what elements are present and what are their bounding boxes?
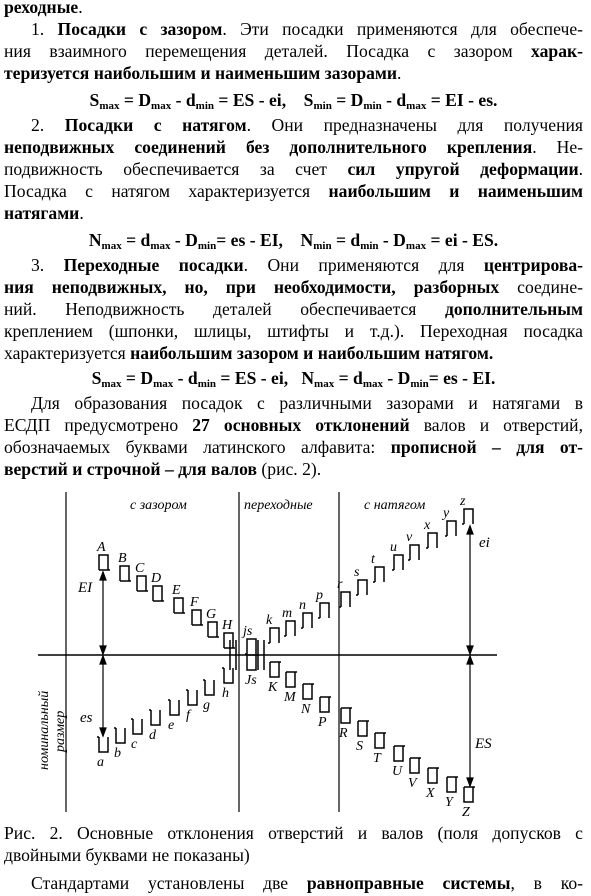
deviation-figure	[0, 486, 591, 816]
hole-field-Y	[447, 777, 456, 792]
letter-n: n	[299, 598, 306, 613]
region-label-interference: с натягом	[364, 498, 426, 513]
letter-M: M	[284, 690, 296, 705]
hole-field-Z	[464, 787, 473, 802]
letter-E: E	[172, 583, 181, 598]
arrow-ES-head	[467, 778, 473, 786]
text-line: подвижность обеспечивается за счет сил упругой деформации.	[4, 159, 584, 179]
shaft-field-d	[151, 710, 160, 725]
region-label-transition: переходные	[244, 498, 313, 513]
letter-T: T	[373, 751, 381, 766]
arrow-ei-head	[467, 646, 473, 654]
hole-field-Js	[247, 655, 256, 670]
hole-field-E	[174, 598, 183, 613]
letter-P: P	[318, 715, 327, 730]
letter-d: d	[149, 728, 156, 743]
hole-field-B	[120, 566, 129, 581]
letter-G: G	[206, 607, 217, 622]
letter-z: z	[460, 494, 466, 509]
hole-field-G	[208, 622, 217, 637]
hole-field-T	[375, 733, 384, 748]
letter-N: N	[301, 702, 311, 717]
text-line: Для образования посадок с различными зазорами и натягами в	[31, 393, 583, 413]
text-line: теризуется наибольшим и наименьшим зазорами.	[4, 63, 402, 83]
letter-Y: Y	[445, 795, 453, 810]
letter-B: B	[118, 551, 127, 566]
label-size: размер	[53, 710, 68, 752]
label-ES: ES	[475, 736, 492, 752]
shaft-field-k	[270, 628, 279, 643]
shaft-field-p	[320, 603, 329, 618]
label-es: es	[80, 710, 93, 726]
text-line: ний. Неподвижность деталей обеспечивается дополнительным	[4, 299, 583, 319]
letter-m: m	[282, 606, 293, 621]
text-line: натягами.	[4, 203, 84, 223]
letter-Js: Js	[245, 673, 257, 688]
letter-js: js	[243, 624, 253, 639]
arrow-es-head	[100, 728, 106, 736]
shaft-field-x	[428, 533, 437, 548]
hole-field-F	[192, 610, 201, 625]
hole-field-P	[320, 697, 329, 712]
text-line: Стандартами установлены две равноправные системы, в ко-	[31, 873, 584, 893]
letter-K: K	[268, 680, 278, 695]
letter-Z: Z	[462, 805, 470, 816]
hole-field-X	[428, 768, 437, 783]
shaft-field-s	[358, 580, 367, 595]
letter-x: x	[424, 518, 431, 533]
hole-field-R	[341, 708, 350, 723]
figure-caption: Рис. 2. Основные отклонения отверстий и валов (поля допусков с	[4, 823, 583, 843]
shaft-field-t	[375, 567, 384, 582]
letter-S: S	[356, 739, 363, 754]
letter-y: y	[443, 506, 450, 521]
letter-v: v	[406, 530, 413, 545]
text-line: Посадка с натягом характеризуется наибольшим и наименьшим	[4, 181, 583, 201]
text-line: ЕСДП предусмотрено 27 основных отклонений валов и отверстий,	[4, 415, 583, 435]
letter-X: X	[426, 786, 435, 801]
hole-field-V	[410, 758, 419, 773]
text-line: 2. Посадки с натягом. Они предназначены для получения	[31, 115, 583, 135]
shaft-field-m	[286, 621, 295, 636]
letter-g: g	[203, 698, 210, 713]
hole-field-A	[99, 555, 108, 570]
shaft-field-h	[224, 668, 233, 683]
shaft-field-f	[188, 690, 197, 705]
letter-C: C	[135, 561, 145, 576]
letter-R: R	[339, 726, 348, 741]
hole-field-D	[153, 586, 162, 601]
text-line: верстий и строчной – для валов (рис. 2).	[4, 459, 322, 479]
letter-U: U	[392, 764, 403, 779]
shaft-field-r	[341, 592, 350, 607]
text-line: характеризуется наибольшим зазором и наибольшим натягом.	[4, 343, 494, 363]
letter-h: h	[222, 686, 229, 701]
hole-field-M	[286, 672, 295, 687]
text-line: ния взаимного перемещения деталей. Посадка с зазором харак-	[4, 41, 583, 61]
region-label-gap: с зазором	[130, 498, 187, 513]
hole-field-U	[394, 746, 403, 761]
shaft-field-z	[464, 509, 473, 524]
letter-u: u	[390, 540, 397, 555]
arrow-EI-head	[100, 572, 106, 580]
arrow-EI-head	[100, 646, 106, 654]
letter-e: e	[168, 718, 175, 733]
letter-s: s	[354, 565, 360, 580]
shaft-field-v	[410, 545, 419, 560]
label-ei: ei	[479, 535, 490, 551]
text-line: 1. Посадки с зазором. Эти посадки применяются для обеспече-	[31, 19, 583, 39]
shaft-field-c	[133, 719, 142, 734]
text-line: реходные.	[4, 0, 83, 17]
hole-field-N	[303, 684, 312, 699]
hole-field-K	[270, 662, 279, 677]
label-EI: EI	[78, 580, 93, 596]
text-line: обозначаемых буквами латинского алфавита: прописной – для от-	[4, 437, 583, 457]
shaft-field-y	[447, 521, 456, 536]
letter-b: b	[114, 746, 121, 761]
letter-V: V	[408, 776, 417, 791]
letter-F: F	[190, 595, 199, 610]
text-line: ния неподвижных, но, при необходимости, разборных соедине-	[4, 277, 584, 297]
shaft-field-g	[205, 680, 214, 695]
letter-r: r	[337, 577, 343, 592]
text-line: креплением (шпонки, шлицы, штифты и т.д.). Переходная посадка	[4, 321, 583, 341]
letter-f: f	[186, 708, 190, 723]
letter-p: p	[316, 588, 323, 603]
hole-field-H	[224, 633, 233, 648]
formula-transition: $S_{max} = D_{max} - d_{min}$ = ES - ei, $N_{max} = d_{max} - D_{min}=$ es - EI.	[91, 368, 496, 390]
formula-interference: $N_{max} = d_{max} - D_{min}=$ es - EI, $N_{min} = d_{min} - D_{max}$ = ei - ES.	[88, 230, 499, 252]
formula-gap: $S_{max} = D_{max} - d_{min}$ = ES - ei, $S_{min} = D_{min} - d_{max}$ = EI - es.	[89, 90, 498, 112]
text-line: неподвижных соединений без дополнительного крепления. Не-	[4, 137, 584, 157]
shaft-field-js	[247, 639, 256, 654]
shaft-field-u	[394, 555, 403, 570]
shaft-field-a	[99, 737, 108, 752]
letter-k: k	[266, 613, 273, 628]
letter-D: D	[151, 571, 162, 586]
letter-H: H	[222, 618, 233, 633]
arrow-ES-head	[467, 656, 473, 664]
shaft-field-n	[303, 613, 312, 628]
label-nominal: номинальный	[37, 690, 52, 770]
shaft-field-e	[170, 700, 179, 715]
text-line: 3. Переходные посадки. Они применяются для центрирова-	[31, 255, 583, 275]
arrow-ei-head	[467, 526, 473, 534]
hole-field-S	[358, 721, 367, 736]
shaft-field-b	[116, 728, 125, 743]
letter-t: t	[371, 552, 375, 567]
hole-field-C	[137, 576, 146, 591]
figure-caption: двойными буквами не показаны)	[4, 845, 250, 865]
letter-c: c	[131, 737, 138, 752]
letter-a: a	[97, 755, 104, 770]
arrow-es-head	[100, 656, 106, 664]
letter-A: A	[97, 540, 106, 555]
